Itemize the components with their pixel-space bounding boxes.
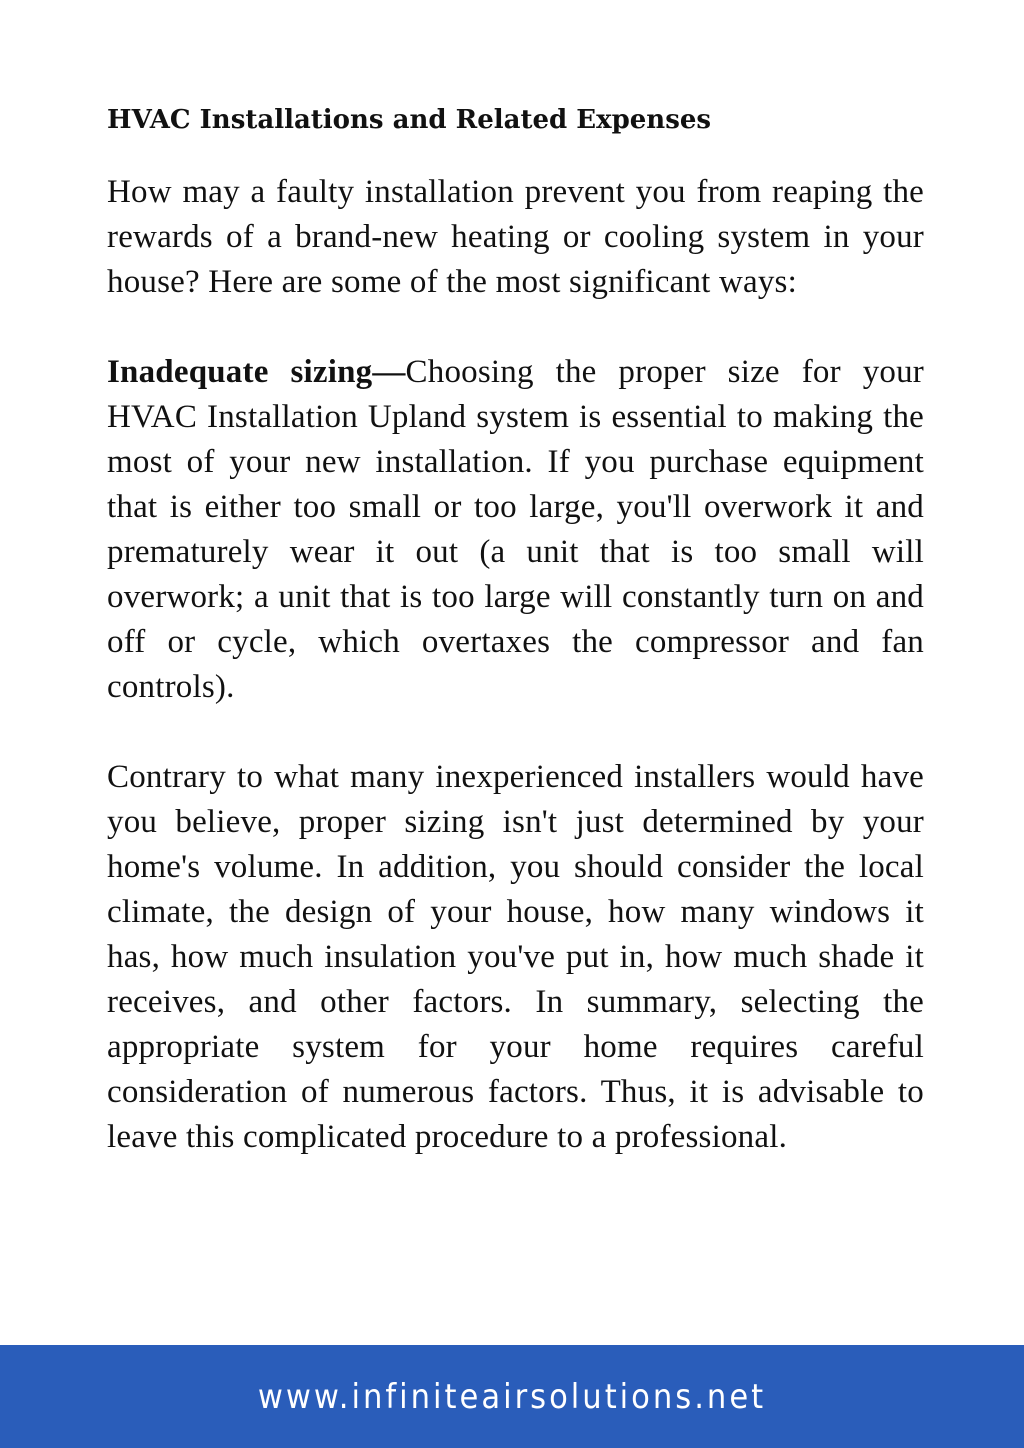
sizing-lead-term: Inadequate sizing— bbox=[107, 354, 406, 390]
footer-website-link[interactable]: www.infiniteairsolutions.net bbox=[257, 1376, 767, 1417]
footer-bar bbox=[0, 1345, 1024, 1448]
page-title: HVAC Installations and Related Expenses bbox=[107, 105, 712, 135]
sizing-body-text: Choosing the proper size for your HVAC Installation Upland system is essential to making the most of your new installation. If you purchase equipment that is either too small or too large, you'll overwork it and prematurely wear it out (a unit that is too small will overwork; a unit that is too large will constantly turn on and off or cycle, which overtaxes the compressor and fan controls). bbox=[107, 354, 924, 705]
intro-paragraph: How may a faulty installation prevent you from reaping the rewards of a brand-new heating or cooling system in your house? Here are some of the most significant ways: bbox=[107, 174, 924, 300]
sizing-paragraph bbox=[107, 350, 924, 710]
document-body bbox=[107, 98, 924, 1205]
contrary-paragraph: Contrary to what many inexperienced installers would have you believe, proper sizing isn't just determined by your home's volume. In addition, you should consider the local climate, the design of your house, how many windows it has, how much insulation you've put in, how much shade it receives, and other factors. In summary, selecting the appropriate system for your home requires careful consideration of numerous factors. Thus, it is advisable to leave this complicated procedure to a professional. bbox=[107, 759, 924, 1155]
